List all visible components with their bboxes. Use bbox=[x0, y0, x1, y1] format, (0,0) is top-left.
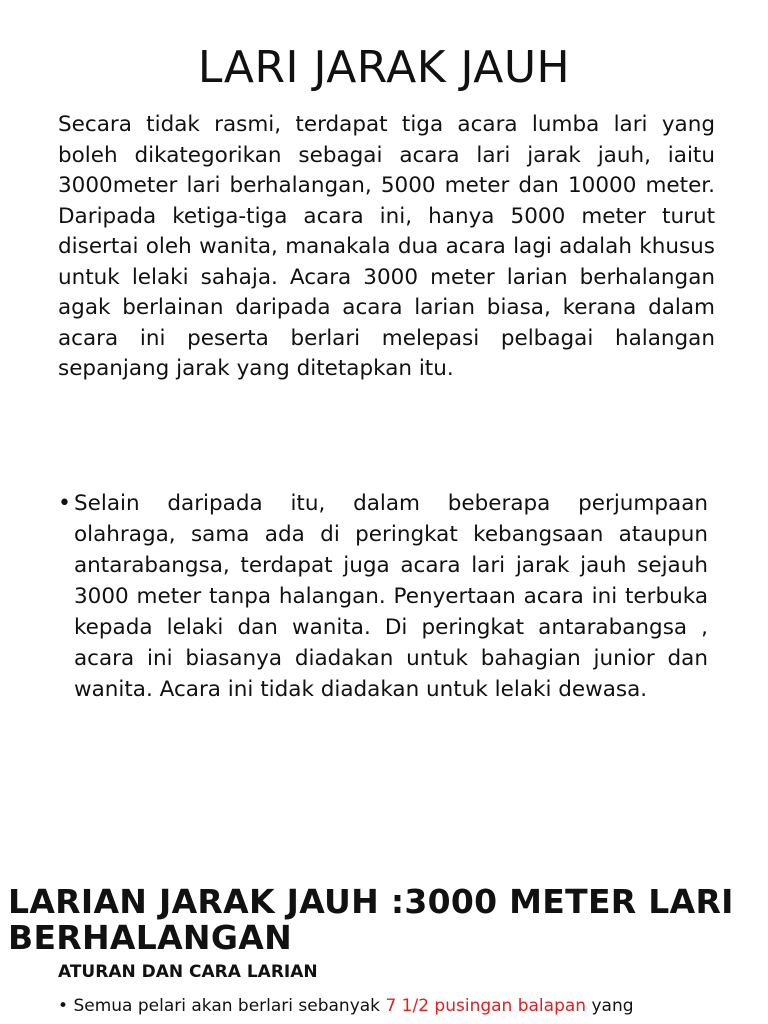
slide-3000m-tanpa-halangan bbox=[0, 470, 768, 830]
section-heading: LARIAN JARAK JAUH :3000 METER LARI BERHALANGAN bbox=[8, 882, 734, 957]
rule-text-end: yang bbox=[591, 996, 634, 1016]
bullet-text: Selain daripada itu, dalam beberapa perjumpaan olahraga, sama ada di peringkat kebangsaan ataupun antarabangsa, terdapat juga acara lari jarak jauh sejauh 3000 meter tanpa halangan. Penyertaan acara ini terbuka kepada lelaki dan wanita. Di peringkat antarabangsa , acara ini biasanya diadakan untuk bahagian junior dan wanita. Acara ini tidak diadakan untuk lelaki dewasa. bbox=[74, 491, 708, 702]
bullet-icon: • bbox=[58, 996, 69, 1016]
slide-title: LARI JARAK JAUH bbox=[197, 42, 571, 93]
bullet-item bbox=[58, 488, 708, 705]
slide-3000m-berhalangan bbox=[0, 862, 768, 1024]
section-subheading: ATURAN DAN CARA LARIAN bbox=[58, 962, 318, 982]
rule-text-highlight: 7 1/2 pusingan balapan bbox=[385, 996, 587, 1016]
bullet-icon: • bbox=[58, 491, 71, 516]
rule-bullet bbox=[58, 994, 758, 1018]
slide-lari-jarak-jauh bbox=[0, 0, 768, 420]
rule-text-start: Semua pelari akan berlari sebanyak bbox=[73, 996, 381, 1016]
intro-paragraph: Secara tidak rasmi, terdapat tiga acara lumba lari yang boleh dikategorikan sebagai acara lari jarak jauh, iaitu 3000meter lari berhalangan, 5000 meter dan 10000 meter. Daripada ketiga-tiga acara ini, hanya 5000 meter turut disertai oleh wanita, manakala dua acara lagi adalah khusus untuk lelaki sahaja. Acara 3000 meter larian berhalangan agak berlainan daripada acara larian biasa, kerana dalam acara ini peserta berlari melepasi pelbagai halangan sepanjang jarak yang ditetapkan itu. bbox=[58, 112, 715, 381]
